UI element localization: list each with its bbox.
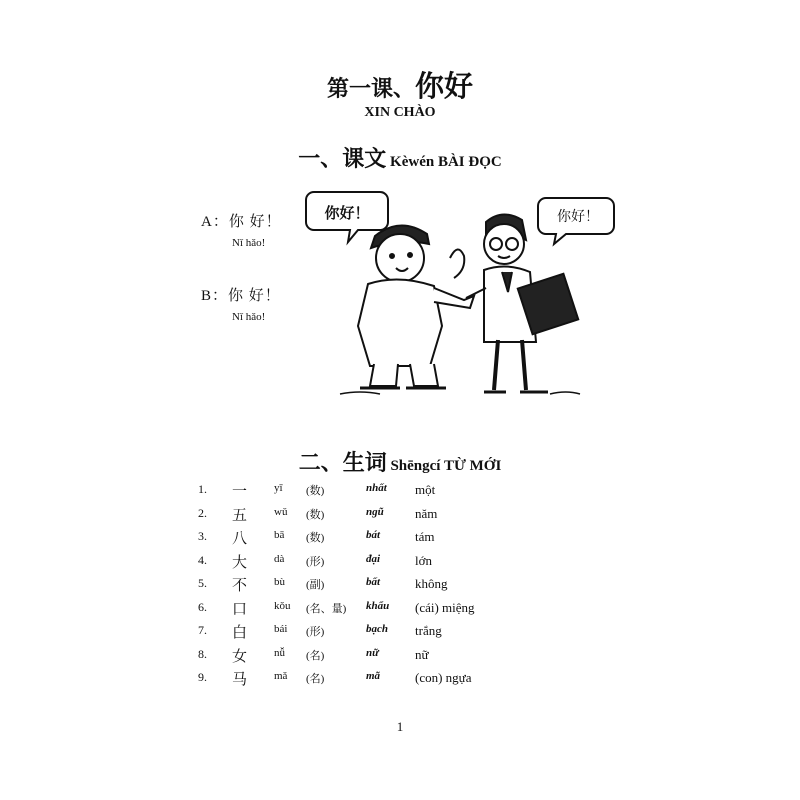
vocab-number: 8. [198, 646, 207, 661]
vocab-meaning: lớn [415, 552, 432, 568]
dialog-line-a [201, 210, 282, 249]
vocab-pinyin: dà [274, 552, 285, 565]
vocab-character: 女 [232, 646, 248, 665]
vocab-part-of-speech: (数) [306, 532, 325, 544]
vocab-row [198, 647, 528, 671]
vocab-number: 9. [198, 670, 207, 684]
vocab-pinyin: kǒu [274, 599, 291, 612]
vocab-character: 一 [232, 482, 248, 500]
vocab-meaning: không [415, 576, 448, 591]
vocab-pinyin: mǎ [274, 670, 288, 682]
vocab-hanviet: đại [366, 552, 381, 565]
vocab-part-of-speech: (形) [306, 555, 325, 568]
vocab-meaning: trắng [415, 623, 442, 638]
vocab-pinyin: nǚ [274, 646, 285, 659]
vocab-pinyin: yī [274, 482, 283, 494]
vocab-hanviet: bạch [366, 623, 388, 635]
lesson-subtitle: XIN CHÀO [364, 105, 436, 120]
vocab-row [198, 600, 528, 624]
vocab-character: 马 [232, 670, 248, 688]
vocab-number: 4. [198, 552, 207, 567]
vocab-row [198, 623, 528, 647]
vocab-row [198, 482, 528, 506]
vocab-meaning: một [415, 482, 436, 497]
vocab-character: 白 [232, 623, 248, 641]
vocab-meaning: tám [415, 529, 435, 544]
vocab-number: 1. [198, 482, 207, 496]
vocab-character: 口 [232, 599, 248, 618]
vocab-row [198, 576, 528, 600]
vocabulary-list [198, 482, 528, 694]
section-heading-text [0, 446, 800, 477]
dialog-line-b [201, 284, 281, 323]
dialog-pinyin: Nǐ hǎo! [232, 237, 266, 249]
section-heading-text [0, 142, 800, 173]
vocab-hanviet: nhất [366, 482, 387, 494]
section-heading-zh: 二、生词 [298, 451, 387, 476]
vocab-row [198, 670, 528, 694]
vocab-pinyin: bù [274, 576, 285, 588]
vocab-character: 不 [232, 576, 248, 594]
vocab-meaning: nữ [415, 646, 429, 662]
speech-bubble-right [538, 198, 614, 244]
vocab-row [198, 506, 528, 530]
vocab-row [198, 553, 528, 577]
vocab-part-of-speech: (数) [306, 508, 325, 521]
section-heading-zh: 一、课文 [298, 147, 387, 172]
lesson-title [0, 64, 800, 105]
vocab-part-of-speech: (形) [306, 626, 325, 638]
vocab-number: 6. [198, 599, 207, 614]
vocab-meaning: (cái) miệng [415, 599, 475, 615]
vocab-hanviet: mã [366, 670, 381, 682]
vocab-number: 5. [198, 576, 207, 590]
vocab-hanviet: nữ [366, 646, 379, 659]
vocab-meaning: (con) ngựa [415, 670, 472, 685]
vocab-part-of-speech: (副) [306, 579, 325, 591]
vocab-part-of-speech: (名) [306, 649, 325, 662]
dialog-text: B：你 好！ [201, 288, 281, 304]
vocab-hanviet: bất [366, 576, 381, 588]
section-heading-pinyin: Kèwén BÀI ĐỌC [386, 154, 502, 170]
lesson-title-main: 你好 [415, 71, 474, 103]
vocab-part-of-speech: (名、量) [306, 602, 347, 615]
vocab-part-of-speech: (名) [306, 673, 325, 685]
vocab-number: 3. [198, 529, 207, 543]
bubble-right-text: 你好！ [557, 209, 599, 225]
vocab-pinyin: wǔ [274, 505, 288, 518]
vocab-number: 7. [198, 623, 207, 637]
vocab-meaning: năm [415, 505, 438, 521]
vocab-hanviet: khẩu [366, 599, 390, 612]
left-man-figure [358, 225, 474, 388]
vocab-character: 大 [232, 552, 248, 571]
vocab-hanviet: ngũ [366, 505, 384, 518]
vocab-number: 2. [198, 505, 207, 520]
right-man-figure [466, 214, 578, 392]
dialog-text: A：你 好！ [201, 214, 282, 230]
vocab-row [198, 529, 528, 553]
vocab-pinyin: bái [274, 623, 288, 635]
dialog-pinyin: Nǐ hǎo! [232, 311, 266, 323]
vocab-hanviet: bát [366, 529, 381, 541]
page-number: 1 [396, 719, 404, 734]
vocab-part-of-speech: (数) [306, 485, 325, 497]
bubble-left-text: 你好！ [324, 204, 370, 222]
greeting-illustration [300, 188, 618, 408]
section-heading-pinyin: Shēngcí TỪ MỚI [386, 458, 502, 474]
lesson-title-prefix: 第一课、 [326, 76, 415, 101]
vocab-pinyin: bā [274, 529, 285, 541]
vocab-character: 八 [232, 529, 248, 547]
vocab-character: 五 [232, 505, 248, 524]
